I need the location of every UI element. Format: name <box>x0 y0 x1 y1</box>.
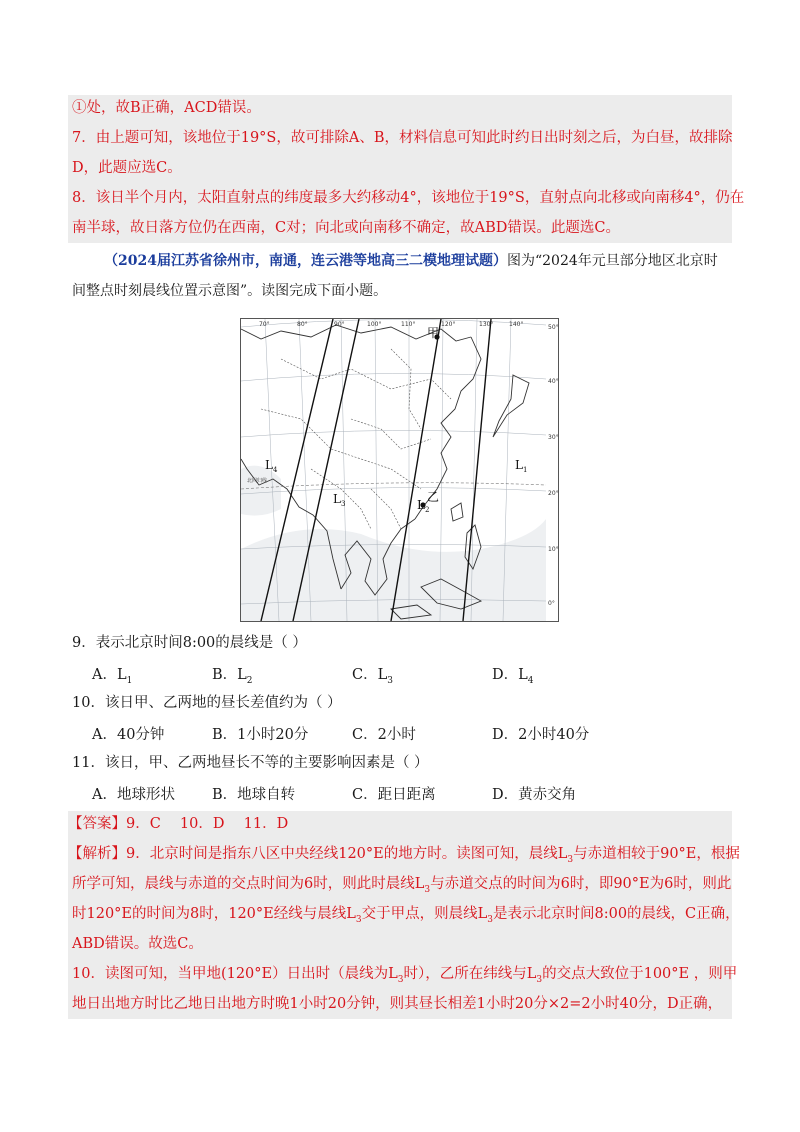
map-svg <box>241 319 558 621</box>
lon-label: 70° <box>259 321 270 328</box>
analysis-sub: 3 <box>355 914 362 925</box>
analysis-line-5 <box>72 964 737 990</box>
analysis-sub: 3 <box>536 974 543 985</box>
analysis-text: 9．北京时间是指东八区中央经线120°E的地方时。读图可知，晨线L <box>126 846 568 862</box>
intro-text-1: 图为“2024年元旦部分地区北京时 <box>506 253 718 269</box>
lat-label: 30° <box>548 434 558 441</box>
analysis-text: 是表示北京时间8:00的晨线，C正确， <box>492 906 740 922</box>
lat-label: 20° <box>548 490 558 497</box>
lat-label: 50° <box>548 324 558 331</box>
prev-answer-line-3: D，此题应选C。 <box>72 160 182 176</box>
lon-label: 110° <box>401 321 416 328</box>
lat-label: 0° <box>548 600 555 607</box>
lon-label: 80° <box>297 321 308 328</box>
q10-option-a: A．40分钟 <box>92 727 165 743</box>
q9-option-d: D．$L_4$ <box>492 667 534 686</box>
analysis-sub: 3 <box>487 914 493 925</box>
lon-label: 90° <box>334 321 345 328</box>
intro-line-2: 间整点时刻晨线位置示意图”。读图完成下面小题。 <box>72 283 388 299</box>
label-L4: $L_4$ <box>265 458 278 474</box>
q10-option-c: C．2小时 <box>352 727 416 743</box>
analysis-line-2 <box>72 874 731 900</box>
label-L2: $L_2$ <box>417 498 430 514</box>
prev-answer-line-1: ①处，故B正确，ACD错误。 <box>72 100 261 116</box>
lat-label: 10° <box>548 546 558 553</box>
analysis-tag: 【解析】 <box>68 846 126 862</box>
analysis-text: 的交点大致位于100°E ，则甲 <box>542 966 738 982</box>
label-L3: $L_3$ <box>333 492 346 508</box>
analysis-text: 与赤道相较于90°E，根据 <box>573 846 740 862</box>
prev-answer-line-5: 南半球，故日落方位仍在西南，C对；向北或向南移不确定，故ABD错误。此题选C。 <box>72 220 620 236</box>
analysis-line-6: 地日出地方时比乙地日出地方时晚1小时20分钟，则其昼长相差1小时20分×2=2小时40分，D正确， <box>72 996 723 1012</box>
lat-label: 40° <box>548 378 558 385</box>
q9-option-a: A．$L_1$ <box>92 667 133 686</box>
label-yi: 乙 <box>427 490 440 504</box>
question-11-stem: 11．该日，甲、乙两地昼长不等的主要影响因素是（ ） <box>72 755 429 771</box>
tropic-label: 北回归线 <box>247 478 268 484</box>
question-10-stem: 10．该日甲、乙两地的昼长差值约为（ ） <box>72 695 342 711</box>
analysis-text: 10．读图可知，当甲地(120°E）日出时（晨线为L <box>72 966 398 982</box>
lon-label: 130° <box>479 321 494 328</box>
analysis-line-3 <box>72 904 740 930</box>
lon-label: 140° <box>509 321 524 328</box>
intro-line-1 <box>104 251 718 271</box>
analysis-text: 与赤道交点的时间为6时，即90°E为6时，则此 <box>430 876 732 892</box>
label-L1: $L_1$ <box>515 458 528 474</box>
q11-option-b: B．地球自转 <box>212 787 296 803</box>
prev-answer-line-2: 7．由上题可知，该地位于19°S，故可排除A、B，材料信息可知此时约日出时刻之后，为白昼，故排除 <box>72 130 733 146</box>
answer-tag: 【答案】 <box>68 816 126 832</box>
lon-label: 100° <box>367 321 382 328</box>
source-citation: （2024届江苏省徐州市，南通，连云港等地高三二模地理试题） <box>104 253 507 269</box>
prev-answer-line-4: 8．该日半个月内，太阳直射点的纬度最多大约移动4°，该地位于19°S，直射点向北移或向南移4°，仍在 <box>72 190 745 206</box>
q11-option-d: D．黄赤交角 <box>492 787 577 803</box>
analysis-text: 时），乙所在纬线与L <box>403 966 537 982</box>
analysis-sub: 3 <box>397 974 404 985</box>
q10-option-d: D．2小时40分 <box>492 727 590 743</box>
analysis-text: 所学可知，晨线与赤道的交点时间为6时，则此时晨线L <box>72 876 425 892</box>
answer-line <box>68 814 288 834</box>
analysis-line-1 <box>68 844 740 870</box>
q11-option-c: C．距日距离 <box>352 787 436 803</box>
q9-option-c: C．$L_3$ <box>352 667 393 686</box>
analysis-sub: 3 <box>567 854 574 865</box>
lon-label: 120° <box>441 321 456 328</box>
analysis-text: 时120°E的时间为8时，120°E经线与晨线L <box>72 906 356 922</box>
analysis-line-4: ABD错误。故选C。 <box>72 936 203 952</box>
label-jia: 甲 <box>427 326 440 340</box>
answer-text: 9．C 10．D 11．D <box>126 816 289 832</box>
question-9-stem: 9．表示北京时间8:00的晨线是（ ） <box>72 635 307 651</box>
analysis-sub: 3 <box>424 884 431 895</box>
dawn-line-map <box>240 318 559 622</box>
q10-option-b: B．1小时20分 <box>212 727 309 743</box>
analysis-text: 交于甲点，则晨线L <box>361 906 488 922</box>
q11-option-a: A．地球形状 <box>92 787 175 803</box>
q9-option-b: B．$L_2$ <box>212 667 253 686</box>
